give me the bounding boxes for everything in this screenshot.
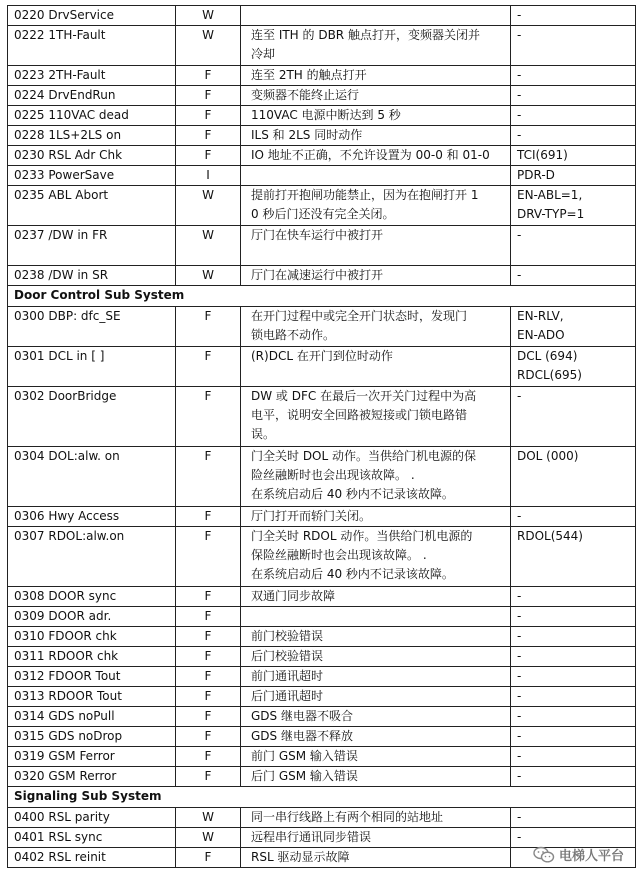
severity-cell: F: [176, 307, 241, 347]
severity-cell: F: [176, 767, 241, 787]
severity-cell: F: [176, 527, 241, 587]
severity-cell: F: [176, 707, 241, 727]
severity-cell: F: [176, 848, 241, 868]
table-row: [8, 146, 636, 166]
fault-code-cell: 0307 RDOL:alw.on: [8, 527, 176, 587]
description-cell: 双通门同步故障: [241, 587, 511, 607]
fault-code-cell: 0319 GSM Ferror: [8, 747, 176, 767]
reference-cell: -: [511, 106, 636, 126]
description-cell: 前门 GSM 输入错误: [241, 747, 511, 767]
fault-code-cell: 0304 DOL:alw. on: [8, 447, 176, 507]
severity-cell: W: [176, 26, 241, 66]
description-cell: (R)DCL 在开门到位时动作: [241, 347, 511, 387]
severity-cell: F: [176, 146, 241, 166]
reference-cell: -: [511, 707, 636, 727]
severity-cell: F: [176, 66, 241, 86]
table-row: [8, 647, 636, 667]
table-row: [8, 527, 636, 587]
description-cell: DW 或 DFC 在最后一次开关门过程中为高 电平，说明安全回路被短接或门锁电路错 误。: [241, 387, 511, 447]
reference-cell: -: [511, 6, 636, 26]
table-row: [8, 707, 636, 727]
table-row: [8, 86, 636, 106]
table-row: [8, 166, 636, 186]
reference-cell: RDOL(544): [511, 527, 636, 587]
severity-cell: W: [176, 828, 241, 848]
table-row: [8, 6, 636, 26]
reference-cell: -: [511, 627, 636, 647]
table-row: [8, 347, 636, 387]
description-cell: 前门通讯超时: [241, 667, 511, 687]
fault-code-cell: 0300 DBP: dfc_SE: [8, 307, 176, 347]
fault-code-cell: 0301 DCL in [ ]: [8, 347, 176, 387]
description-cell: 连至 ITH 的 DBR 触点打开，变频器关闭并 冷却: [241, 26, 511, 66]
table-row: [8, 627, 636, 647]
description-cell: 同一串行线路上有两个相同的站地址: [241, 808, 511, 828]
reference-cell: EN-ABL=1, DRV-TYP=1: [511, 186, 636, 226]
severity-cell: F: [176, 647, 241, 667]
description-cell: 后门校验错误: [241, 647, 511, 667]
fault-code-cell: 0314 GDS noPull: [8, 707, 176, 727]
severity-cell: I: [176, 166, 241, 186]
watermark-text: 电梯人平台: [558, 849, 624, 864]
table-row: [8, 186, 636, 226]
reference-cell: -: [511, 507, 636, 527]
fault-code-cell: 0313 RDOOR Tout: [8, 687, 176, 707]
description-cell: 后门通讯超时: [241, 687, 511, 707]
severity-cell: F: [176, 667, 241, 687]
fault-code-cell: 0312 FDOOR Tout: [8, 667, 176, 687]
section-title: Door Control Sub System: [8, 286, 636, 307]
reference-cell: TCI(691): [511, 146, 636, 166]
severity-cell: F: [176, 587, 241, 607]
fault-code-cell: 0238 /DW in SR: [8, 266, 176, 286]
table-row: [8, 106, 636, 126]
wechat-icon: [533, 846, 555, 864]
description-cell: 远程串行通讯同步错误: [241, 828, 511, 848]
reference-cell: -: [511, 587, 636, 607]
reference-cell: -: [511, 387, 636, 447]
reference-cell: -: [511, 667, 636, 687]
reference-cell: -: [511, 808, 636, 828]
fault-code-cell: 0237 /DW in FR: [8, 226, 176, 266]
fault-code-cell: 0311 RDOOR chk: [8, 647, 176, 667]
fault-code-cell: 0223 2TH-Fault: [8, 66, 176, 86]
table-row: [8, 66, 636, 86]
fault-code-cell: 0220 DrvService: [8, 6, 176, 26]
section-header-row: [8, 286, 636, 307]
severity-cell: F: [176, 687, 241, 707]
watermark: [533, 845, 624, 864]
reference-cell: -: [511, 86, 636, 106]
severity-cell: F: [176, 607, 241, 627]
severity-cell: F: [176, 86, 241, 106]
description-cell: 门全关时 DOL 动作。当供给门机电源的保 险丝融断时也会出现该故障。 . 在系统启动后 40 秒内不记录该故障。: [241, 447, 511, 507]
severity-cell: W: [176, 808, 241, 828]
description-cell: 110VAC 电源中断达到 5 秒: [241, 106, 511, 126]
section-title: Signaling Sub System: [8, 787, 636, 808]
table-row: [8, 226, 636, 266]
severity-cell: W: [176, 226, 241, 266]
severity-cell: F: [176, 106, 241, 126]
reference-cell: -: [511, 66, 636, 86]
reference-cell: PDR-D: [511, 166, 636, 186]
fault-code-cell: 0320 GSM Rerror: [8, 767, 176, 787]
reference-cell: -: [511, 607, 636, 627]
table-row: [8, 447, 636, 507]
table-row: [8, 667, 636, 687]
reference-cell: -: [511, 226, 636, 266]
severity-cell: W: [176, 186, 241, 226]
table-row: [8, 266, 636, 286]
severity-cell: F: [176, 347, 241, 387]
description-cell: 变频器不能终止运行: [241, 86, 511, 106]
description-cell: 后门 GSM 输入错误: [241, 767, 511, 787]
description-cell: 厅门打开而轿门关闭。: [241, 507, 511, 527]
fault-code-cell: 0235 ABL Abort: [8, 186, 176, 226]
table-row: [8, 307, 636, 347]
table-row: [8, 607, 636, 627]
fault-code-cell: 0225 110VAC dead: [8, 106, 176, 126]
reference-cell: -: [511, 767, 636, 787]
description-cell: 厅门在快车运行中被打开: [241, 226, 511, 266]
description-cell: 门全关时 RDOL 动作。当供给门机电源的 保险丝融断时也会出现该故障。 . 在系统启动后 40 秒内不记录该故障。: [241, 527, 511, 587]
table-row: [8, 687, 636, 707]
reference-cell: DOL (000): [511, 447, 636, 507]
severity-cell: F: [176, 627, 241, 647]
severity-cell: F: [176, 447, 241, 507]
reference-cell: EN-RLV, EN-ADO: [511, 307, 636, 347]
reference-cell: -: [511, 747, 636, 767]
description-cell: [241, 6, 511, 26]
fault-code-cell: 0228 1LS+2LS on: [8, 126, 176, 146]
fault-code-table: [7, 5, 636, 868]
fault-code-cell: 0402 RSL reinit: [8, 848, 176, 868]
description-cell: 厅门在减速运行中被打开: [241, 266, 511, 286]
table-row: [8, 26, 636, 66]
section-header-row: [8, 787, 636, 808]
reference-cell: -: [511, 727, 636, 747]
reference-cell: -: [511, 126, 636, 146]
severity-cell: F: [176, 727, 241, 747]
description-cell: RSL 驱动显示故障: [241, 848, 511, 868]
severity-cell: F: [176, 507, 241, 527]
description-cell: 提前打开抱闸功能禁止，因为在抱闸打开 1 0 秒后门还没有完全关闭。: [241, 186, 511, 226]
fault-code-cell: 0224 DrvEndRun: [8, 86, 176, 106]
description-cell: [241, 166, 511, 186]
fault-code-cell: 0310 FDOOR chk: [8, 627, 176, 647]
severity-cell: W: [176, 266, 241, 286]
fault-code-cell: 0308 DOOR sync: [8, 587, 176, 607]
table-row: [8, 507, 636, 527]
fault-code-cell: 0315 GDS noDrop: [8, 727, 176, 747]
description-cell: ILS 和 2LS 同时动作: [241, 126, 511, 146]
fault-code-cell: 0400 RSL parity: [8, 808, 176, 828]
reference-cell: -: [511, 647, 636, 667]
reference-cell: DCL (694) RDCL(695): [511, 347, 636, 387]
fault-code-cell: 0309 DOOR adr.: [8, 607, 176, 627]
severity-cell: F: [176, 387, 241, 447]
table-row: [8, 727, 636, 747]
table-row: [8, 387, 636, 447]
table-row: [8, 767, 636, 787]
fault-code-cell: 0222 1TH-Fault: [8, 26, 176, 66]
reference-cell: -: [511, 26, 636, 66]
severity-cell: F: [176, 747, 241, 767]
table-row: [8, 747, 636, 767]
description-cell: GDS 继电器不吸合: [241, 707, 511, 727]
table-row: [8, 587, 636, 607]
fault-code-cell: 0401 RSL sync: [8, 828, 176, 848]
description-cell: IO 地址不正确，不允许设置为 00-0 和 01-0: [241, 146, 511, 166]
description-cell: 前门校验错误: [241, 627, 511, 647]
reference-cell: -: [511, 266, 636, 286]
description-cell: [241, 607, 511, 627]
fault-code-cell: 0302 DoorBridge: [8, 387, 176, 447]
severity-cell: W: [176, 6, 241, 26]
description-cell: GDS 继电器不释放: [241, 727, 511, 747]
fault-code-cell: 0230 RSL Adr Chk: [8, 146, 176, 166]
table-row: [8, 808, 636, 828]
table-row: [8, 126, 636, 146]
reference-cell: -: [511, 828, 636, 848]
reference-cell: -: [511, 687, 636, 707]
description-cell: 连至 2TH 的触点打开: [241, 66, 511, 86]
fault-code-cell: 0306 Hwy Access: [8, 507, 176, 527]
fault-code-cell: 0233 PowerSave: [8, 166, 176, 186]
severity-cell: F: [176, 126, 241, 146]
description-cell: 在开门过程中或完全开门状态时，发现门 锁电路不动作。: [241, 307, 511, 347]
